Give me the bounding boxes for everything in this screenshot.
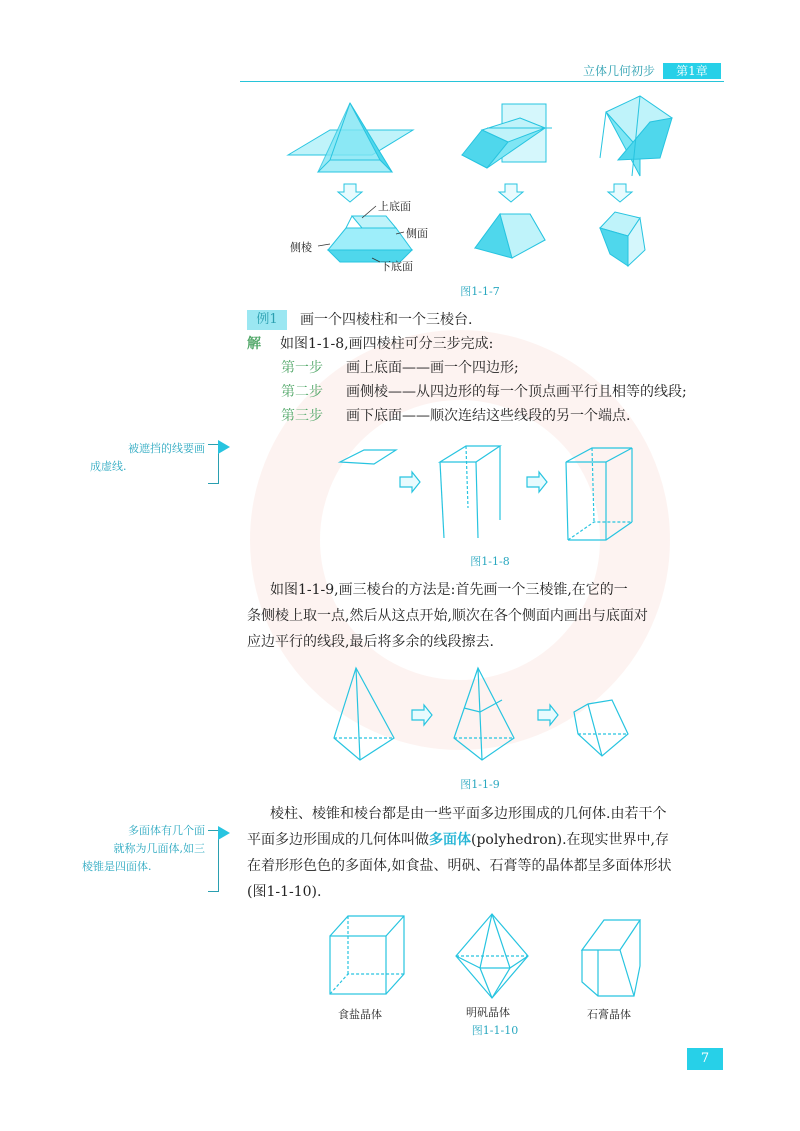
- label-bottom-base: 下底面: [380, 260, 413, 273]
- gypsum-crystal-prism: [582, 920, 640, 996]
- solution-intro: 如图1-1-8,画四棱柱可分三步完成:: [280, 336, 494, 352]
- sidenote-2-line-3: 棱锥是四面体.: [82, 860, 152, 873]
- step-3-text: 画下底面——顺次连结这些线段的另一个端点.: [346, 408, 631, 424]
- paragraph-2-line-2-after: (polyhedron).在现实世界中,存: [471, 832, 670, 848]
- paragraph-2-line-3: 在着形形色色的多面体,如食盐、明矾、石膏等的晶体都呈多面体形状: [247, 858, 672, 874]
- example-question: 画一个四棱柱和一个三棱台.: [300, 312, 473, 328]
- paragraph-1-line-3: 应边平行的线段,最后将多余的线段擦去.: [247, 634, 494, 650]
- label-alum-crystal: 明矾晶体: [466, 1006, 510, 1019]
- alum-crystal-octahedron: [456, 914, 528, 998]
- step-2-label: 第二步: [281, 384, 323, 400]
- solution-mark: 解: [247, 336, 261, 352]
- paragraph-1-line-1: 如图1-1-9,画三棱台的方法是:首先画一个三棱锥,在它的一: [270, 582, 628, 598]
- step-2-text: 画侧棱——从四边形的每一个顶点画平行且相等的线段;: [346, 384, 687, 400]
- paragraph-2-line-1: 棱柱、棱锥和棱台都是由一些平面多边形围成的几何体.由若干个: [270, 806, 667, 822]
- label-salt-crystal: 食盐晶体: [338, 1008, 382, 1021]
- caption-fig-1-1-8: 图1-1-8: [470, 555, 510, 568]
- step-1-label: 第一步: [281, 360, 323, 376]
- label-side-face: 侧面: [406, 227, 428, 240]
- label-lateral-edge: 侧棱: [290, 241, 312, 254]
- paragraph-2-line-4: (图1-1-10).: [247, 884, 322, 900]
- caption-fig-1-1-10: 图1-1-10: [471, 1024, 519, 1037]
- page-number: 7: [687, 1048, 723, 1070]
- sidenote-2-line-2: 就称为几面体,如三: [113, 842, 205, 855]
- step-3-label: 第三步: [281, 408, 323, 424]
- paragraph-1-line-2: 条侧棱上取一点,然后从这点开始,顺次在各个侧面内画出与底面对: [247, 608, 648, 624]
- step-1-text: 画上底面——画一个四边形;: [346, 360, 519, 376]
- paragraph-2-line-2-before: 平面多边形围成的几何体叫做: [247, 832, 429, 848]
- sidenote-1-line-1: 被遮挡的线要画: [128, 442, 205, 455]
- caption-fig-1-1-9: 图1-1-9: [460, 778, 500, 791]
- term-polyhedron: 多面体: [429, 832, 471, 848]
- caption-fig-1-1-7: 图1-1-7: [460, 285, 500, 298]
- sidenote-2-line-1: 多面体有几个面: [128, 824, 205, 837]
- example-tag: 例1: [247, 310, 287, 330]
- chapter-title: 立体几何初步: [582, 64, 655, 78]
- sidenote-1-line-2: 成虚线.: [90, 460, 127, 473]
- chapter-tag: 第1章: [663, 63, 721, 79]
- label-gypsum-crystal: 石膏晶体: [587, 1008, 631, 1021]
- label-top-base: 上底面: [378, 200, 411, 213]
- salt-crystal-cube: [330, 916, 404, 994]
